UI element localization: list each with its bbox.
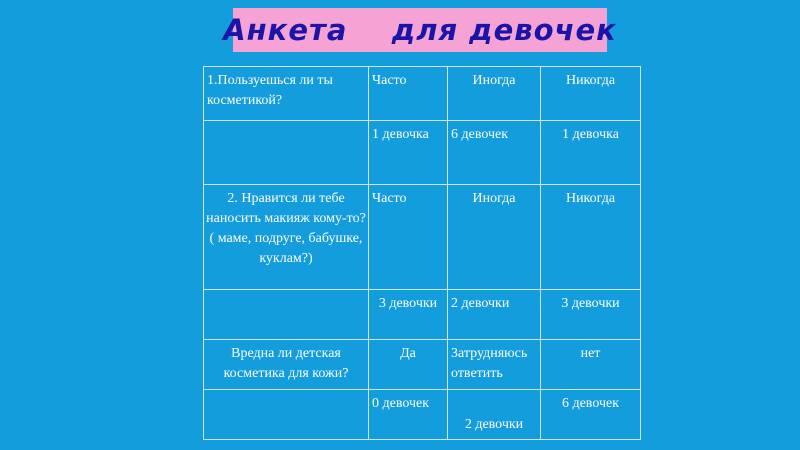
count-cell: 2 девочки [448,290,541,340]
answer-cell: Да [369,340,448,390]
question-cell [204,121,369,185]
page-title: Анкета для девочек [233,8,607,52]
survey-table [203,66,641,440]
answer-cell: нет [541,340,641,390]
count-cell: 1 девочка [369,121,448,185]
question-cell [204,390,369,440]
table-row [204,67,641,121]
count-cell: 2 девочки [448,390,541,440]
count-cell: 3 девочки [541,290,641,340]
question-cell [204,290,369,340]
answer-cell: Часто [369,67,448,121]
count-cell: 3 девочки [369,290,448,340]
answer-cell: Затрудняюсь ответить [448,340,541,390]
question-cell: 1.Пользуешься ли ты косметикой? [204,67,369,121]
question-cell: 2. Нравится ли тебе наносить макияж кому-то? ( маме, подруге, бабушке, куклам?) [204,185,369,290]
answer-cell: Иногда [448,67,541,121]
table-row [204,290,641,340]
count-cell: 6 девочек [448,121,541,185]
count-cell: 1 девочка [541,121,641,185]
answer-cell: Никогда [541,185,641,290]
question-cell: Вредна ли детская косметика для кожи? [204,340,369,390]
count-cell: 0 девочек [369,390,448,440]
count-cell: 6 девочек [541,390,641,440]
answer-cell: Никогда [541,67,641,121]
table-row [204,390,641,440]
answer-cell: Иногда [448,185,541,290]
table-row [204,185,641,290]
answer-cell: Часто [369,185,448,290]
table-row [204,121,641,185]
table-row [204,340,641,390]
